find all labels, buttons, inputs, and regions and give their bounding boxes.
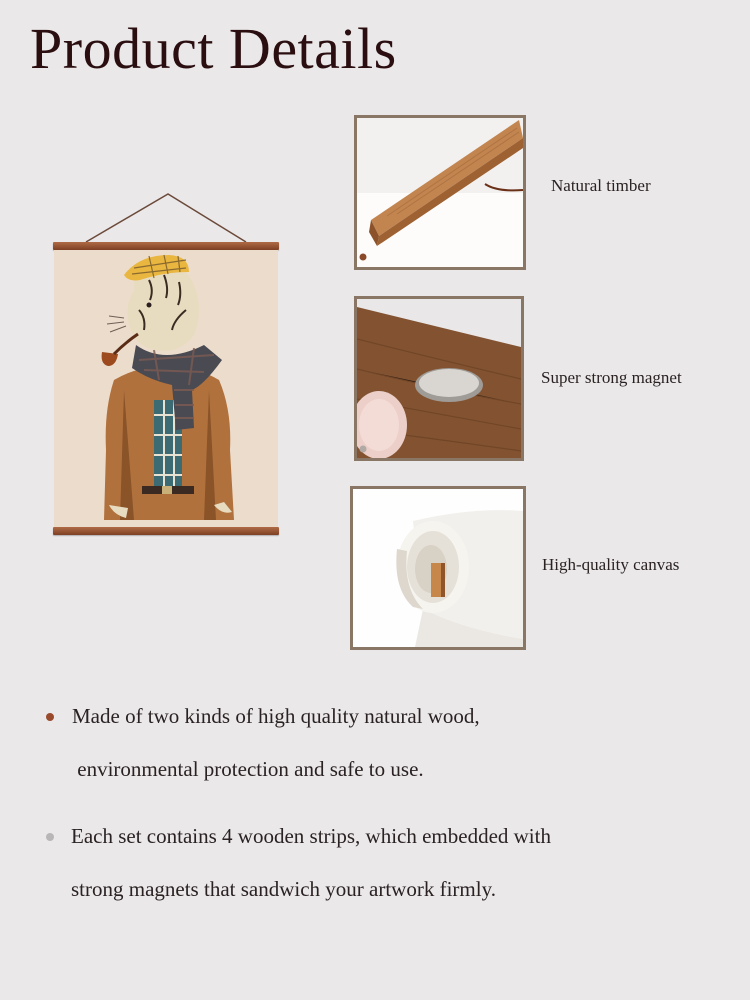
canvas-roll-image — [350, 486, 526, 650]
bottom-wood-rail — [53, 527, 279, 535]
page-title: Product Details — [30, 16, 397, 81]
feature-2-line-2: strong magnets that sandwich your artwork firmly. — [71, 877, 496, 901]
wood-strip-image — [354, 115, 526, 270]
magnet-image — [354, 296, 524, 461]
feature-bullet-2 — [46, 833, 54, 841]
feature-1-line-1: Made of two kinds of high quality natural wood, — [72, 704, 480, 728]
feature-2-line-1: Each set contains 4 wooden strips, which embedded with — [71, 824, 551, 848]
detail-caption-canvas: High-quality canvas — [542, 555, 680, 574]
top-wood-rail — [53, 242, 279, 250]
feature-1-line-2: environmental protection and safe to use. — [72, 757, 424, 781]
feature-bullet-1 — [46, 713, 54, 721]
detail-caption-magnet: Super strong magnet — [541, 368, 682, 387]
hanging-poster-image — [50, 190, 282, 540]
detail-caption-timber: Natural timber — [551, 176, 651, 195]
hanging-cord — [50, 190, 282, 250]
tiger-illustration — [54, 250, 278, 527]
